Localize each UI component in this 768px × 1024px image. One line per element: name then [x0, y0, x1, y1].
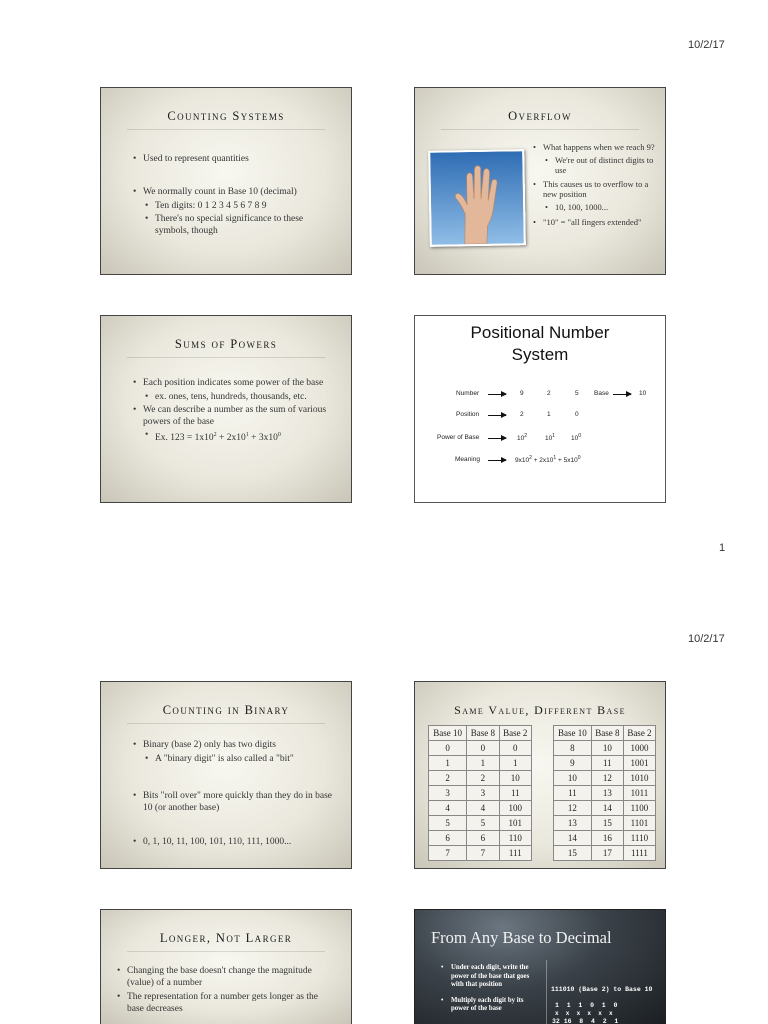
bullet: • Binary (base 2) only has two digits: [133, 740, 338, 752]
col-header: Base 2: [499, 726, 531, 741]
slide-from-any-base-to-decimal: [414, 909, 666, 1024]
col-header: Base 10: [429, 726, 467, 741]
slide-sums-of-powers: [100, 315, 352, 503]
base-label: Base: [594, 390, 609, 397]
bullet: • Multiply each digit by its power of the base: [441, 997, 541, 1014]
table-cell: 2: [467, 771, 499, 786]
table-cell: 11: [591, 756, 623, 771]
arrow-icon: [613, 394, 631, 395]
table-row: [554, 786, 656, 801]
table-cell: 15: [554, 846, 592, 861]
base-table-right: [553, 725, 656, 861]
exponent: 1: [552, 433, 556, 439]
title-divider: [127, 357, 325, 358]
bullet: • Each position indicates some power of the base: [133, 378, 328, 390]
table-row: [554, 756, 656, 771]
sub-bullet: • ex. ones, tens, hundreds, thousands, etc.: [133, 392, 328, 404]
arrow-icon: [488, 438, 506, 439]
table-row: [429, 786, 532, 801]
col-header: Base 2: [623, 726, 655, 741]
arrow-icon: [488, 415, 506, 416]
digit: 9: [520, 390, 524, 397]
table-cell: 1: [499, 756, 531, 771]
table-cell: 14: [591, 801, 623, 816]
power-value: [571, 433, 581, 442]
title-line: System: [511, 345, 569, 364]
table-cell: 10: [499, 771, 531, 786]
hand-icon: [430, 151, 524, 245]
table-row: [429, 831, 532, 846]
bullet: • Bits "roll over" more quickly than they do in base 10 (or another base): [133, 791, 338, 814]
row-label-power-of-base: Power of Base: [437, 434, 480, 441]
title-divider: [127, 129, 325, 130]
equation-text: + 3x10: [248, 433, 278, 444]
slide-positional-number-system: [414, 315, 666, 503]
table-cell: 1: [429, 756, 467, 771]
table-cell: 1011: [623, 786, 655, 801]
sub-bullet: • We're out of distinct digits to use: [533, 155, 661, 175]
table-cell: 14: [554, 831, 592, 846]
table-cell: 5: [467, 816, 499, 831]
meaning-expression: [515, 455, 580, 464]
slide-title: Counting in Binary: [162, 703, 290, 717]
table-cell: 10: [591, 741, 623, 756]
slide-counting-systems: [100, 87, 352, 275]
title-divider: [127, 951, 325, 952]
table-cell: 111: [499, 846, 531, 861]
table-cell: 6: [467, 831, 499, 846]
table-cell: 12: [554, 801, 592, 816]
table-cell: 100: [499, 801, 531, 816]
bullet: • The representation for a number gets longer as the base decreases: [117, 992, 337, 1015]
bullet: • Changing the base doesn't change the magnitude (value) of a number: [117, 966, 337, 989]
title-divider: [441, 129, 639, 130]
exponent: 1: [553, 455, 557, 461]
base-table-left: [428, 725, 532, 861]
slide-longer-not-larger: [100, 909, 352, 1024]
exponent: 0: [578, 433, 582, 439]
exponent: 1: [245, 432, 249, 438]
table-cell: 6: [429, 831, 467, 846]
page1-date: 10/2/17: [688, 39, 725, 51]
table-row: [554, 846, 656, 861]
bullet: • "10" = "all fingers extended": [533, 217, 661, 227]
table-cell: 7: [467, 846, 499, 861]
arrow-icon: [488, 460, 506, 461]
base-value: 10: [639, 390, 647, 397]
table-cell: 9: [554, 756, 592, 771]
table-cell: 110: [499, 831, 531, 846]
column-divider: [546, 960, 547, 1024]
table-cell: 13: [554, 816, 592, 831]
slide-title: From Any Base to Decimal: [431, 928, 612, 947]
table-row: [554, 816, 656, 831]
col-header: Base 8: [467, 726, 499, 741]
table-cell: 12: [591, 771, 623, 786]
table-cell: 11: [554, 786, 592, 801]
bullet: • This causes us to overflow to a new position: [533, 179, 661, 199]
table-row: [429, 846, 532, 861]
exponent: 2: [524, 433, 528, 439]
table-row: [429, 801, 532, 816]
slide-title: Same Value, Different Base: [454, 703, 626, 717]
table-cell: 1110: [623, 831, 655, 846]
table-cell: 1: [467, 756, 499, 771]
table-cell: 3: [467, 786, 499, 801]
table-cell: 3: [429, 786, 467, 801]
position-value: 2: [520, 411, 524, 418]
bullet: • 0, 1, 10, 11, 100, 101, 110, 111, 1000...: [133, 837, 338, 849]
bullet: • We normally count in Base 10 (decimal): [133, 187, 338, 199]
example-powers: 32 16 8 4 2 1: [552, 1018, 619, 1024]
sub-bullet: • Ten digits: 0 1 2 3 4 5 6 7 8 9: [133, 201, 338, 213]
power-base: 10: [571, 435, 579, 443]
term: 9x10: [515, 457, 530, 465]
table-cell: 1001: [623, 756, 655, 771]
slide-title: [415, 322, 665, 366]
table-cell: 1101: [623, 816, 655, 831]
equation-text: + 2x10: [216, 433, 246, 444]
col-header: Base 10: [554, 726, 592, 741]
col-header: Base 8: [591, 726, 623, 741]
table-cell: 1100: [623, 801, 655, 816]
table-row: [429, 741, 532, 756]
power-base: 10: [545, 435, 553, 443]
slide-overflow: [414, 87, 666, 275]
row-label-meaning: Meaning: [455, 456, 480, 463]
table-cell: 4: [467, 801, 499, 816]
example-heading: 111010 (Base 2) to Base 10: [551, 986, 653, 993]
slide-same-value-different-base: [414, 681, 666, 869]
position-value: 1: [547, 411, 551, 418]
table-cell: 1010: [623, 771, 655, 786]
table-row: [554, 801, 656, 816]
bullet: • Used to represent quantities: [133, 154, 338, 166]
table-row: [554, 771, 656, 786]
table-cell: 13: [591, 786, 623, 801]
sub-bullet: [133, 430, 328, 445]
table-row: [554, 831, 656, 846]
table-cell: 16: [591, 831, 623, 846]
table-cell: 0: [499, 741, 531, 756]
table-cell: 5: [429, 816, 467, 831]
slide-title: Counting Systems: [167, 109, 285, 123]
sub-bullet: • 10, 100, 1000...: [533, 202, 661, 212]
exponent: 0: [577, 455, 581, 461]
title-line: Positional Number: [470, 323, 610, 342]
page2-date: 10/2/17: [688, 633, 725, 645]
equation-text: Ex. 123 = 1x10: [155, 433, 214, 444]
table-cell: 1111: [623, 846, 655, 861]
row-label-position: Position: [456, 411, 480, 418]
table-row: [429, 771, 532, 786]
table-cell: 0: [429, 741, 467, 756]
bullet: • What happens when we reach 9?: [533, 142, 661, 152]
digit: 5: [575, 390, 579, 397]
arrow-icon: [488, 394, 506, 395]
position-value: 0: [575, 411, 579, 418]
table-row: [429, 756, 532, 771]
table-cell: 10: [554, 771, 592, 786]
term: + 2x10: [531, 457, 554, 465]
exponent: 0: [277, 432, 281, 438]
table-cell: 8: [554, 741, 592, 756]
term: + 5x10: [556, 457, 578, 465]
sub-bullet: • There's no special significance to these symbols, though: [133, 214, 338, 237]
table-cell: 17: [591, 846, 623, 861]
table-cell: 2: [429, 771, 467, 786]
slide-counting-in-binary: [100, 681, 352, 869]
power-value: [545, 433, 555, 442]
raised-hand-photo: [428, 149, 526, 247]
slide-title: Sums of Powers: [174, 337, 278, 351]
table-cell: 11: [499, 786, 531, 801]
table-row: [429, 816, 532, 831]
example-digits: 1 1 1 0 1 0: [555, 1002, 618, 1009]
exponent: 2: [529, 455, 532, 461]
power-base: 10: [517, 435, 525, 443]
table-cell: 7: [429, 846, 467, 861]
exponent: 2: [213, 432, 217, 438]
row-label-number: Number: [456, 390, 480, 397]
slide-title: Overflow: [508, 109, 572, 123]
example-multiply: x x x x x x: [555, 1010, 613, 1017]
table-cell: 4: [429, 801, 467, 816]
page-number: 1: [719, 542, 726, 554]
table-row: [554, 741, 656, 756]
table-cell: 15: [591, 816, 623, 831]
digit: 2: [547, 390, 551, 397]
slide-title: Longer, Not Larger: [159, 931, 293, 945]
table-cell: 101: [499, 816, 531, 831]
power-value: [517, 433, 527, 442]
sub-bullet: • A "binary digit" is also called a "bit": [133, 754, 338, 766]
table-cell: 1000: [623, 741, 655, 756]
bullet: • We can describe a number as the sum of various powers of the base: [133, 405, 328, 428]
table-cell: 0: [467, 741, 499, 756]
bullet: • Under each digit, write the power of the base that goes with that position: [441, 964, 541, 990]
title-divider: [127, 723, 325, 724]
